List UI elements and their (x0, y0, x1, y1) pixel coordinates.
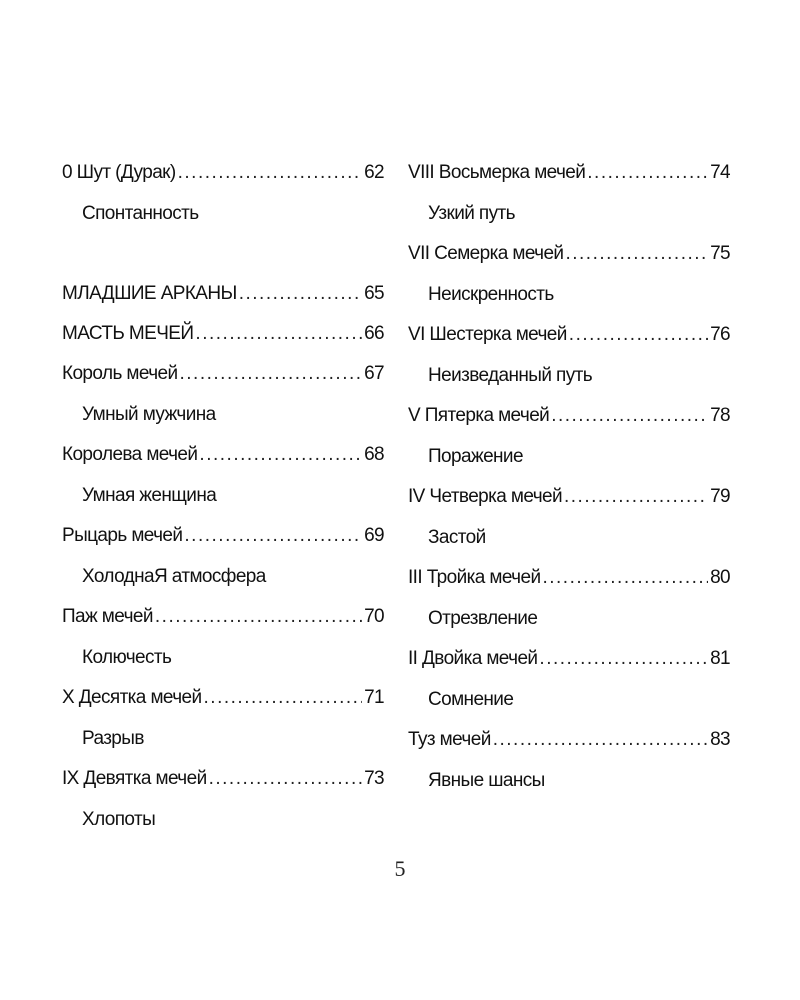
dot-leader (569, 324, 708, 346)
dot-leader (564, 486, 708, 508)
dot-leader (204, 687, 363, 709)
toc-entry-page: 83 (710, 729, 730, 750)
dot-leader (542, 567, 708, 589)
toc-entry (62, 305, 384, 345)
toc-entry-title: МАСТЬ МЕЧЕЙ (62, 323, 194, 344)
toc-entry (62, 507, 384, 547)
toc-entry-title: III Тройка мечей (408, 567, 541, 588)
dot-leader (493, 729, 708, 751)
toc-entry (62, 265, 384, 305)
toc-entry-page: 68 (364, 444, 384, 465)
toc-entry-title: IV Четверка мечей (408, 486, 562, 507)
page-number: 5 (394, 856, 406, 881)
toc-entry-page: 78 (710, 405, 730, 426)
toc-entry (408, 468, 730, 508)
toc-subtitle: Застой (428, 527, 486, 548)
toc-right-column (408, 144, 730, 792)
toc-entry (62, 750, 384, 790)
toc-subtitle: Спонтанность (82, 203, 199, 224)
toc-entry-page: 70 (364, 606, 384, 627)
toc-entry-page: 81 (710, 648, 730, 669)
toc-subtitle: Сомнение (428, 689, 514, 710)
toc-entry (62, 588, 384, 628)
toc-entry (408, 144, 730, 184)
toc-entry (408, 549, 730, 589)
toc-subtitle: Хлопоты (82, 809, 156, 830)
toc-entry-title: Паж мечей (62, 606, 153, 627)
toc-entry-title: Рыцарь мечей (62, 525, 183, 546)
toc-entry-title: VI Шестерка мечей (408, 324, 567, 345)
toc-entry (408, 630, 730, 670)
toc-entry-page: 69 (364, 525, 384, 546)
toc-entry-page: 65 (364, 283, 384, 304)
dot-leader (587, 162, 708, 184)
section-spacer (62, 225, 384, 265)
dot-leader (199, 444, 362, 466)
dot-leader (209, 768, 362, 790)
toc-entry-title: II Двойка мечей (408, 648, 538, 669)
toc-entry-page: 74 (710, 162, 730, 183)
toc-entry (62, 345, 384, 385)
dot-leader (239, 283, 362, 305)
toc-entry-title: Королева мечей (62, 444, 198, 465)
toc-subtitle: Неизведанный путь (428, 365, 593, 386)
dot-leader (155, 606, 362, 628)
toc-subtitle: Разрыв (82, 728, 144, 749)
toc-entry-page: 76 (710, 324, 730, 345)
toc-entry-page: 75 (710, 243, 730, 264)
dot-leader (539, 648, 708, 670)
toc-subtitle: Умный мужчина (82, 404, 216, 425)
toc-entry-title: Туз мечей (408, 729, 491, 750)
toc-subtitle: Поражение (428, 446, 523, 467)
toc-entry (408, 306, 730, 346)
toc-entry-title: V Пятерка мечей (408, 405, 550, 426)
toc-entry-page: 80 (710, 567, 730, 588)
toc-subtitle: ХолоднаЯ атмосфера (82, 566, 266, 587)
dot-leader (180, 363, 363, 385)
toc-entry-title: МЛАДШИЕ АРКАНЫ (62, 283, 237, 304)
toc-entry (62, 426, 384, 466)
toc-entry-page: 62 (364, 162, 384, 183)
toc-subtitle: Явные шансы (428, 770, 545, 791)
dot-leader (178, 162, 362, 184)
dot-leader (195, 323, 362, 345)
toc-entry-title: Король мечей (62, 363, 178, 384)
toc-entry-title: 0 Шут (Дурак) (62, 162, 176, 183)
toc-entry (62, 669, 384, 709)
toc-entry-page: 73 (364, 768, 384, 789)
dot-leader (551, 405, 708, 427)
toc-entry (62, 144, 384, 184)
toc-entry (408, 387, 730, 427)
toc-entry-title: IX Девятка мечей (62, 768, 207, 789)
dot-leader (565, 243, 708, 265)
toc-subtitle: Отрезвление (428, 608, 538, 629)
toc-subtitle: Умная женщина (82, 485, 217, 506)
toc-subtitle: Неискренность (428, 284, 554, 305)
toc-entry-page: 67 (364, 363, 384, 384)
toc-entry-page: 71 (364, 687, 384, 708)
toc-entry-page: 66 (364, 323, 384, 344)
toc-subtitle: Узкий путь (428, 203, 515, 224)
toc-entry (408, 711, 730, 751)
toc-left-column (62, 144, 384, 831)
toc-subtitle: Колючесть (82, 647, 172, 668)
toc-entry-page: 79 (710, 486, 730, 507)
toc-entry-title: VII Семерка мечей (408, 243, 564, 264)
toc-entry-title: X Десятка мечей (62, 687, 202, 708)
dot-leader (184, 525, 362, 547)
toc-entry (408, 225, 730, 265)
toc-entry-title: VIII Восьмерка мечей (408, 162, 586, 183)
